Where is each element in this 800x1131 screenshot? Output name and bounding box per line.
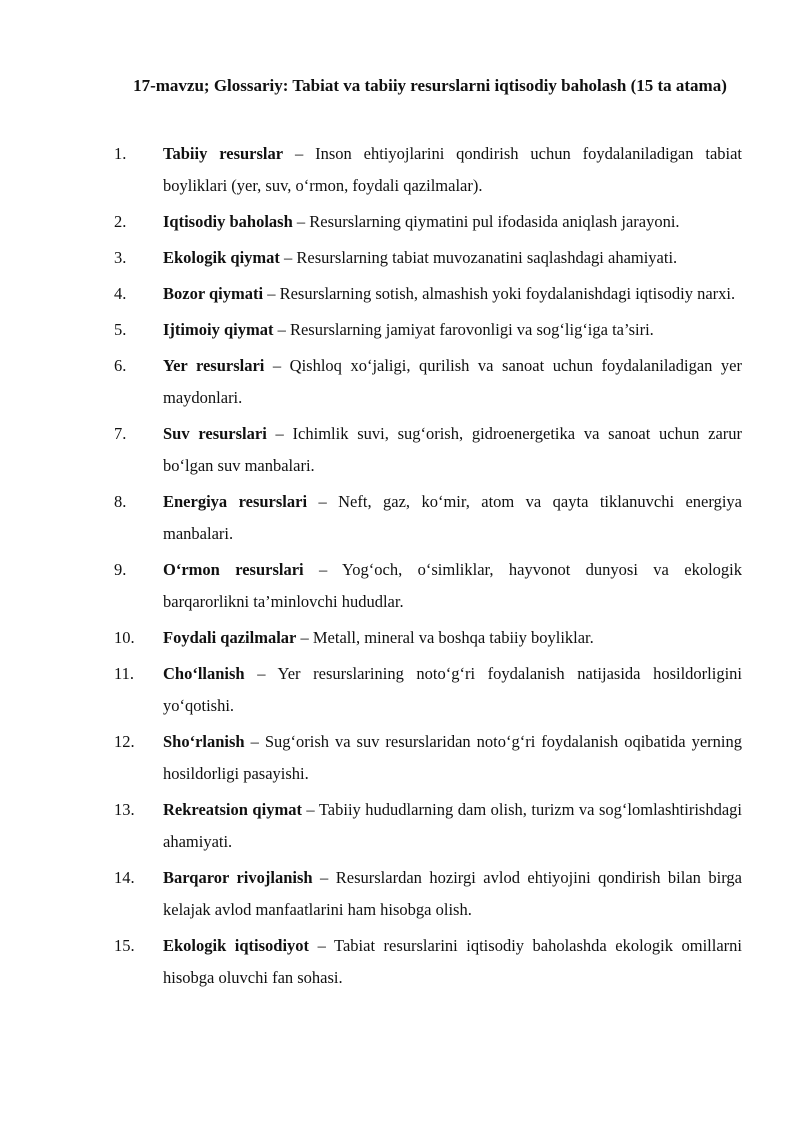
glossary-item: [0, 138, 800, 202]
item-definition: – Qishloq xo‘jaligi, qurilish va sanoat uchun foydalaniladigan yer maydonlari.: [163, 356, 742, 407]
item-number: 12.: [114, 732, 135, 751]
item-term: Iqtisodiy baholash: [163, 212, 293, 231]
glossary-item: [0, 862, 800, 926]
item-definition: – Resurslarning jamiyat farovonligi va sog‘lig‘iga ta’siri.: [273, 320, 654, 339]
item-number: 4.: [114, 284, 127, 303]
item-definition: – Resurslarning qiymatini pul ifodasida aniqlash jarayoni.: [292, 212, 680, 231]
glossary-item: [0, 314, 800, 346]
glossary-item: [0, 418, 800, 482]
item-number: 13.: [114, 800, 135, 819]
item-definition: – Yog‘och, o‘simliklar, hayvonot dunyosi va ekologik barqarorlikni ta’minlovchi hududlar.: [163, 560, 742, 611]
item-term: Barqaror rivojlanish: [163, 868, 313, 887]
item-number: 14.: [114, 868, 135, 887]
glossary-item: [0, 242, 800, 274]
item-definition: – Metall, mineral va boshqa tabiiy boyliklar.: [296, 628, 594, 647]
item-definition: – Ichimlik suvi, sug‘orish, gidroenergetika va sanoat uchun zarur bo‘lgan suv manbalari.: [163, 424, 743, 475]
glossary-item: [0, 206, 800, 238]
item-term: Energiya resurslari: [163, 492, 308, 511]
item-number: 7.: [114, 424, 127, 443]
item-body: [163, 486, 742, 550]
item-number: 9.: [114, 560, 127, 579]
item-number: 3.: [114, 248, 127, 267]
item-number: 11.: [114, 664, 135, 683]
item-number: 8.: [114, 492, 127, 511]
item-term: Suv resurslari: [163, 424, 267, 443]
item-number: 6.: [114, 356, 127, 375]
item-body: [163, 658, 742, 722]
glossary-item: [0, 622, 800, 654]
item-definition: – Resurslarning sotish, almashish yoki foydalanishdagi iqtisodiy narxi.: [263, 284, 736, 303]
item-term: Sho‘rlanish: [163, 732, 245, 751]
item-body: [163, 242, 742, 274]
glossary-item: [0, 930, 800, 994]
item-definition: – Resurslarning tabiat muvozanatini saqlashdagi ahamiyati.: [279, 248, 678, 267]
item-term: Ekologik iqtisodiyot: [163, 936, 310, 955]
item-number: 15.: [114, 936, 135, 955]
glossary-item: [0, 726, 800, 790]
item-term: Ijtimoiy qiymat: [163, 320, 274, 339]
item-term: O‘rmon resurslari: [163, 560, 304, 579]
item-body: [163, 350, 742, 414]
item-term: Rekreatsion qiymat: [163, 800, 302, 819]
item-body: [163, 314, 742, 346]
item-term: Bozor qiymati: [163, 284, 264, 303]
item-number: 1.: [114, 144, 127, 163]
item-number: 10.: [114, 628, 135, 647]
glossary-item: [0, 350, 800, 414]
item-term: Cho‘llanish: [163, 664, 245, 683]
item-definition: – Yer resurslarining noto‘g‘ri foydalanish natijasida hosildorligini yo‘qotishi.: [163, 664, 742, 715]
item-body: [163, 206, 742, 238]
item-number: 5.: [114, 320, 127, 339]
item-number: 2.: [114, 212, 127, 231]
item-body: [163, 794, 742, 858]
item-term: Foydali qazilmalar: [163, 628, 297, 647]
item-term: Tabiiy resurslar: [163, 144, 284, 163]
item-body: [163, 278, 742, 310]
item-definition: – Resurslardan hozirgi avlod ehtiyojini qondirish bilan birga kelajak avlod manfaatlarini ham hisobga olish.: [163, 868, 742, 919]
item-body: [163, 554, 742, 618]
glossary-item: [0, 554, 800, 618]
item-definition: – Inson ehtiyojlarini qondirish uchun foydalaniladigan tabiat boyliklari (yer, suv, o‘rmon, foydali qazilmalar).: [163, 144, 743, 195]
item-definition: – Tabiiy hududlarning dam olish, turizm va sog‘lomlashtirishdagi ahamiyati.: [163, 800, 742, 851]
glossary-item: [0, 658, 800, 722]
glossary-item: [0, 486, 800, 550]
item-body: [163, 622, 742, 654]
item-term: Yer resurslari: [163, 356, 265, 375]
item-body: [163, 930, 742, 994]
item-body: [163, 138, 742, 202]
glossary-list: [0, 138, 800, 998]
item-body: [163, 726, 742, 790]
glossary-item: [0, 794, 800, 858]
item-term: Ekologik qiymat: [163, 248, 280, 267]
document-title: 17-mavzu; Glossariy: Tabiat va tabiiy resurslarni iqtisodiy baholash (15 ta atama): [133, 76, 727, 95]
item-body: [163, 418, 742, 482]
item-definition: – Tabiat resurslarini iqtisodiy baholashda ekologik omillarni hisobga oluvchi fan sohasi.: [163, 936, 743, 987]
item-definition: – Neft, gaz, ko‘mir, atom va qayta tiklanuvchi energiya manbalari.: [163, 492, 742, 543]
item-body: [163, 862, 742, 926]
item-definition: – Sug‘orish va suv resurslaridan noto‘g‘ri foydalanish oqibatida yerning hosildorligi pasayishi.: [163, 732, 742, 783]
glossary-item: [0, 278, 800, 310]
